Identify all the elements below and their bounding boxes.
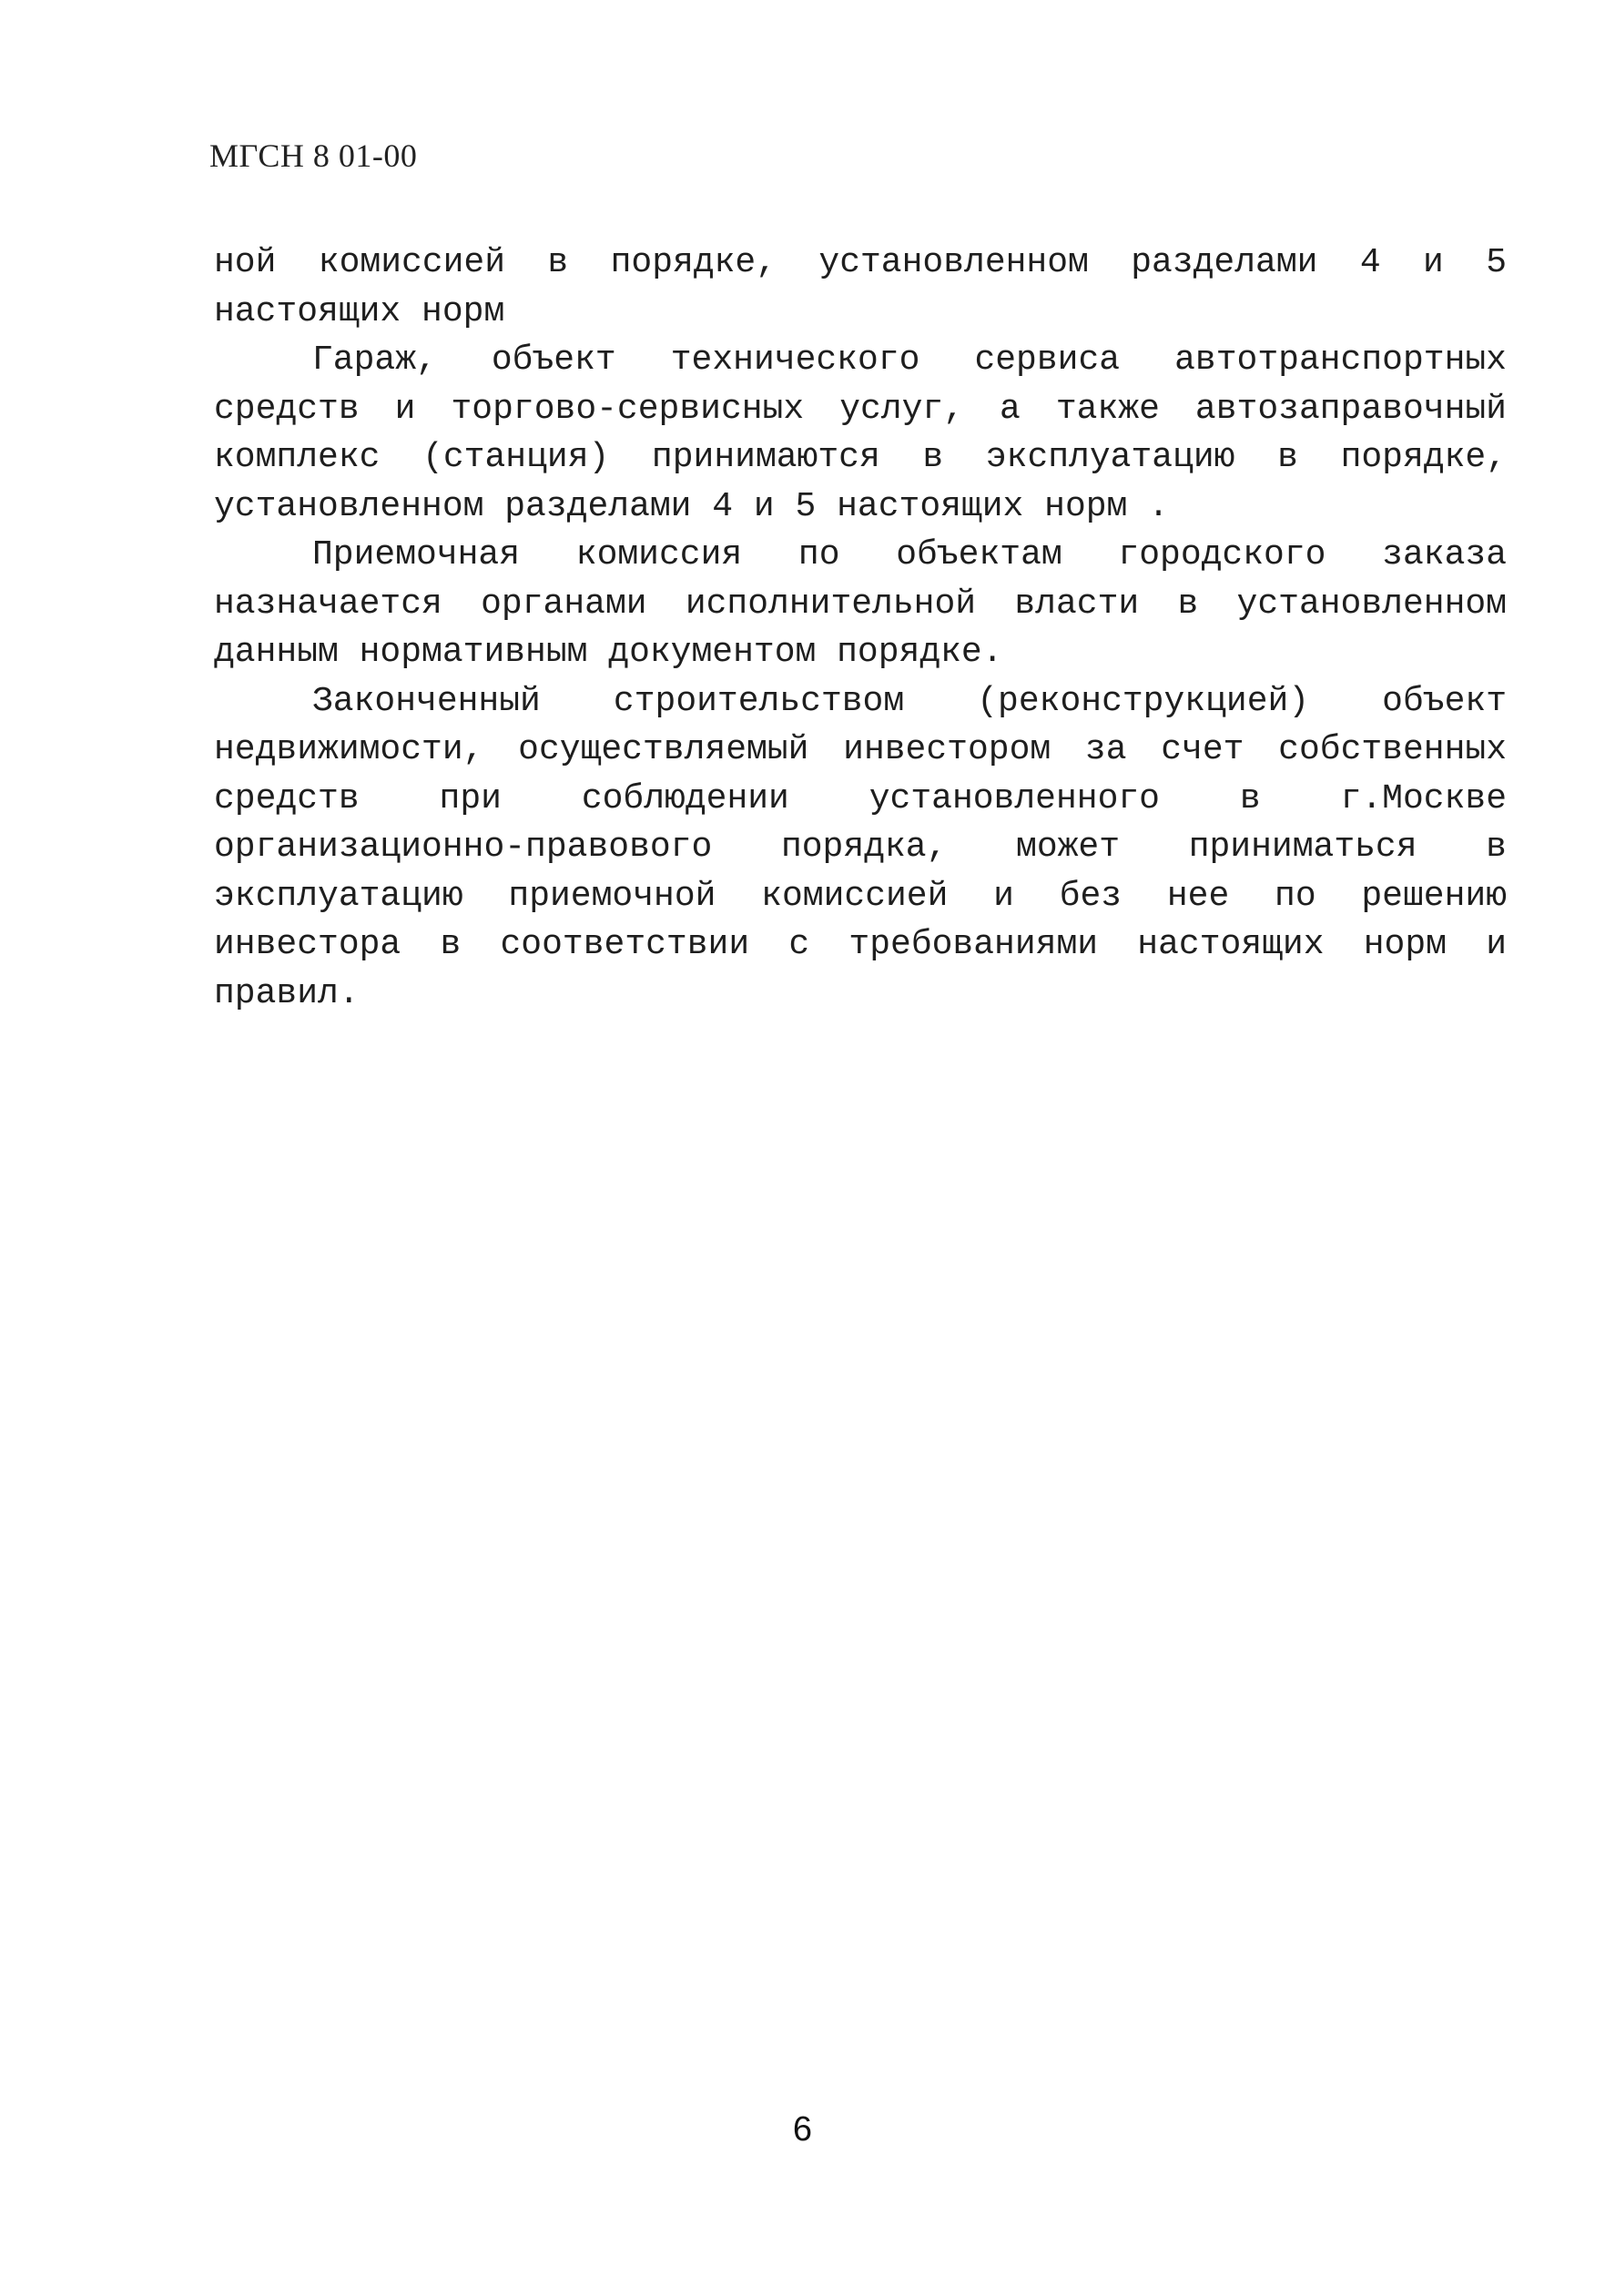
paragraph-completed-object: Законченный строительством (реконструкцией) объект недвижимости, осуществляемый инвестором за счет собственных средств при соблюдении установленного в г.Москве организационно-правового порядка, может приниматься в эксплуатацию приемочной комиссией и без нее по решению инвестора в соответствии с требованиями настоящих норм и правил. <box>214 681 1507 1013</box>
body-text <box>214 239 1507 1018</box>
document-code-header: МГСН 8 01-00 <box>209 137 418 174</box>
paragraph-acceptance-commission: Приемочная комиссия по объектам городского заказа назначается органами исполнительной власти в установленном данным нормативным документом порядке. <box>214 535 1507 672</box>
paragraph-garage: Гараж, объект технического сервиса автотранспортных средств и торгово-сервисных услуг, а также автозаправочный комплекс (станция) принимаются в эксплуатацию в порядке, установленном разделами 4 и 5 настоящих норм . <box>214 340 1507 526</box>
paragraph-continuation: ной комиссией в порядке, установленном разделами 4 и 5 настоящих норм <box>214 243 1507 331</box>
page-number: 6 <box>792 2110 813 2149</box>
